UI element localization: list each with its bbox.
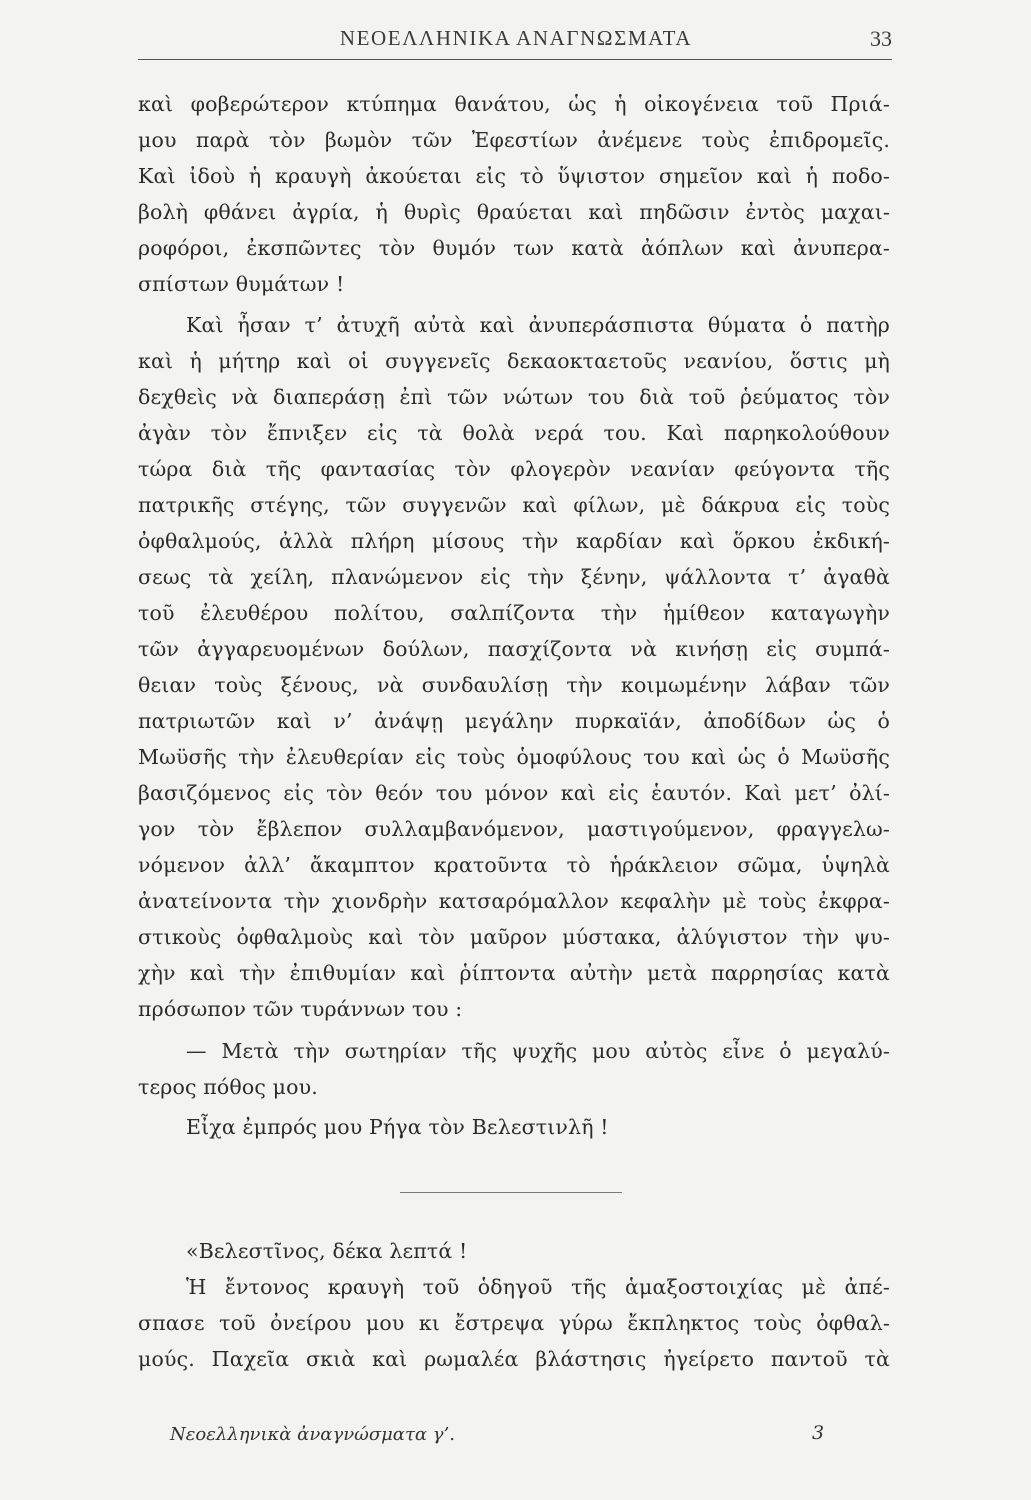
page-number: 33 — [870, 26, 892, 51]
text-line: πατρικῆς στέγης, τῶν συγγενῶν καὶ φίλων, μὲ δάκρυα εἰς τοὺς — [138, 493, 890, 517]
text-line: ἀνατείνοντα τὴν χιονδρὴν κατσαρόμαλλον κεφαλὴν μὲ τοὺς ἐκφρα- — [138, 889, 890, 913]
running-header — [140, 26, 892, 58]
text-line: δεχθεὶς νὰ διαπεράσῃ ἐπὶ τῶν νώτων του διὰ τοῦ ῥεύματος τὸν — [138, 385, 890, 409]
text-line: Μωϋσῆς τὴν ἐλευθερίαν εἰς τοὺς ὁμοφύλους του καὶ ὡς ὁ Μωϋσῆς — [138, 745, 890, 769]
text-line: — Μετὰ τὴν σωτηρίαν τῆς ψυχῆς μου αὐτὸς εἶνε ὁ μεγαλύ- — [186, 1039, 890, 1063]
text-line: χὴν καὶ τὴν ἐπιθυμίαν καὶ ῥίπτοντα αὐτὴν μετὰ παρρησίας κατὰ — [138, 961, 890, 985]
text-line: σπασε τοῦ ὀνείρου μου κι ἔστρεψα γύρω ἔκπληκτος τοὺς ὀφθαλ- — [138, 1311, 890, 1335]
text-line: νόμενον ἀλλ’ ἄκαμπτον κρατοῦντα τὸ ἡράκλειον σῶμα, ὑψηλὰ — [138, 853, 890, 877]
text-line: πρόσωπον τῶν τυράννων του : — [138, 997, 463, 1021]
text-line: ροφόροι, ἐκσπῶντες τὸν θυμόν των κατὰ ἀόπλων καὶ ἀνυπερα- — [138, 236, 890, 260]
text-line: καὶ ἡ μήτηρ καὶ οἱ συγγενεῖς δεκαοκταετοῦς νεανίου, ὅστις μὴ — [138, 349, 890, 373]
text-line: τερος πόθος μου. — [138, 1075, 318, 1099]
text-line: βασιζόμενος εἰς τὸν θεόν του μόνον καὶ εἰς ἑαυτόν. Καὶ μετ’ ὀλί- — [138, 781, 890, 805]
header-rule — [138, 59, 892, 60]
text-line: σπίστων θυμάτων ! — [138, 272, 345, 296]
text-line: ἀγὰν τὸν ἔπνιξεν εἰς τὰ θολὰ νερά του. Καὶ παρηκολούθουν — [138, 421, 890, 445]
footer-sheet-number: 3 — [812, 1422, 825, 1444]
text-line: μου παρὰ τὸν βωμὸν τῶν Ἐφεστίων ἀνέμενε τοὺς ἐπιδρομεῖς. — [138, 128, 890, 152]
text-line: Καὶ ἰδοὺ ἡ κραυγὴ ἀκούεται εἰς τὸ ὕψιστον σημεῖον καὶ ἡ ποδο- — [138, 164, 890, 188]
text-line: Καὶ ἦσαν τ’ ἀτυχῆ αὐτὰ καὶ ἀνυπεράσπιστα θύματα ὁ πατὴρ — [186, 313, 890, 337]
text-line: τώρα διὰ τῆς φαντασίας τὸν φλογερὸν νεανίαν φεύγοντα τῆς — [138, 457, 890, 481]
text-line: ὀφθαλμούς, ἀλλὰ πλήρη μίσους τὴν καρδίαν καὶ ὅρκου ἐκδική- — [138, 529, 890, 553]
text-line: πατριωτῶν καὶ ν’ ἀνάψῃ μεγάλην πυρκαϊάν, ἀποδίδων ὡς ὁ — [138, 709, 890, 733]
text-line: τῶν ἀγγαρευομένων δούλων, πασχίζοντα νὰ κινήσῃ εἰς συμπά- — [138, 637, 890, 661]
text-line: τοῦ ἐλευθέρου πολίτου, σαλπίζοντα τὴν ἡμίθεον καταγωγὴν — [138, 601, 890, 625]
text-line: βολὴ φθάνει ἀγρία, ἡ θυρὶς θραύεται καὶ πηδῶσιν ἐντὸς μαχαι- — [138, 200, 890, 224]
text-line: γον τὸν ἔβλεπον συλλαμβανόμενον, μαστιγούμενον, φραγγελω- — [138, 817, 890, 841]
text-line: «Βελεστῖνος, δέκα λεπτά ! — [186, 1239, 468, 1263]
text-line: μούς. Παχεῖα σκιὰ καὶ ρωμαλέα βλάστησις ἠγείρετο παντοῦ τὰ — [138, 1347, 890, 1371]
text-line: Ἡ ἔντονος κραυγὴ τοῦ ὁδηγοῦ τῆς ἁμαξοστοιχίας μὲ ἀπέ- — [186, 1275, 890, 1299]
header-title: ΝΕΟΕΛΛΗΝΙΚΑ ΑΝΑΓΝΩΣΜΑΤΑ — [339, 26, 693, 50]
text-line: καὶ φοβερώτερον κτύπημα θανάτου, ὡς ἡ οἰκογένεια τοῦ Πριά- — [138, 92, 890, 116]
footer-signature: Νεοελληνικὰ ἀναγνώσματα γ’. — [170, 1424, 455, 1445]
text-line: σεως τὰ χείλη, πλανώμενον εἰς τὴν ξένην, ψάλλοντα τ’ ἀγαθὰ — [138, 565, 890, 589]
section-divider — [400, 1192, 622, 1193]
text-line: θειαν τοὺς ξένους, νὰ συνδαυλίσῃ τὴν κοιμωμένην λάβαν τῶν — [138, 673, 890, 697]
text-line: Εἶχα ἐμπρός μου Ρήγα τὸν Βελεστινλῆ ! — [186, 1115, 609, 1139]
text-line: στικοὺς ὀφθαλμοὺς καὶ τὸν μαῦρον μύστακα, ἀλύγιστον τὴν ψυ- — [138, 925, 890, 949]
